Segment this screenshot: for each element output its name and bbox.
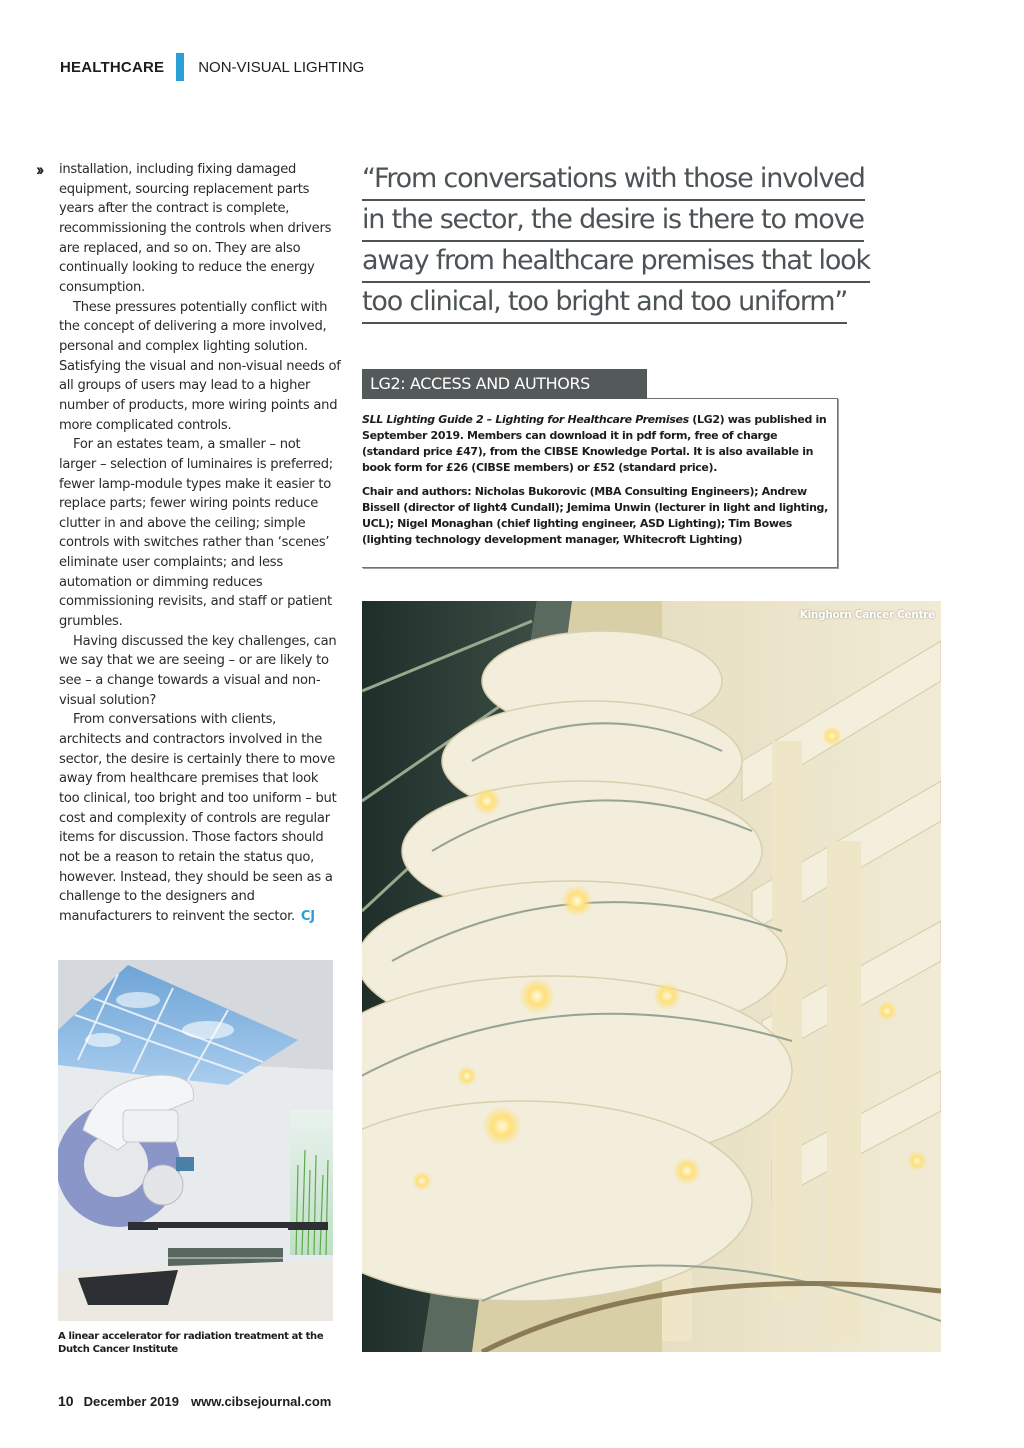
double-chevron-right-icon: ›› xyxy=(36,160,42,179)
page-footer xyxy=(58,1393,331,1409)
section-label: HEALTHCARE xyxy=(60,58,165,76)
photo-caption: A linear accelerator for radiation treatment at the Dutch Cancer Institute xyxy=(58,1331,324,1355)
paragraph: installation, including fixing damaged equipment, sourcing replacement parts years after the contract is complete, recommissioning the controls when drivers are replaced, and so on. They are also continually looking to reduce the energy consumption. xyxy=(59,162,332,295)
paragraph-last xyxy=(59,710,341,926)
linear-accelerator-image xyxy=(58,960,333,1321)
pull-quote-line: “From conversations with those involved xyxy=(362,158,865,201)
publication-text: (LG2) was published in September 2019. Members can download it in pdf form, free of charge (standard price £47), from the CIBSE Knowledge Portal. It is also available in book form for £26 (CIBSE members) or £52 (standard price). xyxy=(362,413,827,474)
authors-info: Chair and authors: Nicholas Bukorovic (MBA Consulting Engineers); Andrew Bissell (director of light4 Cundall); Jemima Unwin (lecturer in light and lighting, UCL); Nigel Monaghan (chief lighting engineer, ASD Lighting); Tim Bowes (lighting technology development manager, Whitecroft Lighting) xyxy=(362,485,828,546)
publication-title: SLL Lighting Guide 2 – Lighting for Healthcare Premises xyxy=(362,413,689,426)
running-header xyxy=(60,54,364,80)
pull-quote-line: in the sector, the desire is there to move xyxy=(362,199,864,242)
linear-accelerator-photo xyxy=(58,960,333,1321)
paragraph: These pressures potentially conflict with the concept of delivering a more involved, personal and complex lighting solution. Satisfying the visual and non-visual needs of all groups of users may lead to a higher number of products, more wiring points and more complicated controls. xyxy=(59,299,341,433)
pull-quote-line: away from healthcare premises that look xyxy=(362,240,870,283)
publication-info xyxy=(362,412,828,476)
article-body xyxy=(59,160,341,927)
accent-bar xyxy=(176,53,184,81)
website-link[interactable]: www.cibsejournal.com xyxy=(190,1394,332,1409)
staircase-image xyxy=(362,601,941,1352)
page-number: 10 xyxy=(58,1393,74,1409)
paragraph: For an estates team, a smaller – not larger – selection of luminaires is preferred; fewer lamp-module types make it easier to replace parts; fewer wiring points reduce clutter in and above the ceiling; simple controls with switches rather than ‘scenes’ eliminate user complaints; and less automation or dimming reduces commissioning revisits, and staff or patient grumbles. xyxy=(59,437,333,630)
paragraph: Having discussed the key challenges, can we say that we are seeing – or are likely to see – a change towards a visual and non-visual solution? xyxy=(59,633,337,708)
issue-date: December 2019 xyxy=(83,1394,179,1409)
photo-credit: Kinghorn Cancer Centre xyxy=(799,609,935,621)
pull-quote xyxy=(362,158,890,322)
staircase-photo xyxy=(362,601,941,1352)
pull-quote-line: too clinical, too bright and too uniform” xyxy=(362,281,847,324)
paragraph-text: From conversations with clients, architects and contractors involved in the sector, the desire is certainly there to move away from healthcare premises that look too clinical, too bright and too uniform – but cost and complexity of controls are regular items for discussion. Those factors should not be a reason to retain the status quo, however. Instead, they should be seen as a challenge to the designers and manufacturers to reinvent the sector. xyxy=(59,712,337,924)
topic-label: NON-VISUAL LIGHTING xyxy=(198,58,365,76)
sidebar-content xyxy=(362,412,828,556)
sidebar-title: LG2: ACCESS AND AUTHORS xyxy=(362,369,647,399)
end-mark: CJ xyxy=(300,908,315,924)
